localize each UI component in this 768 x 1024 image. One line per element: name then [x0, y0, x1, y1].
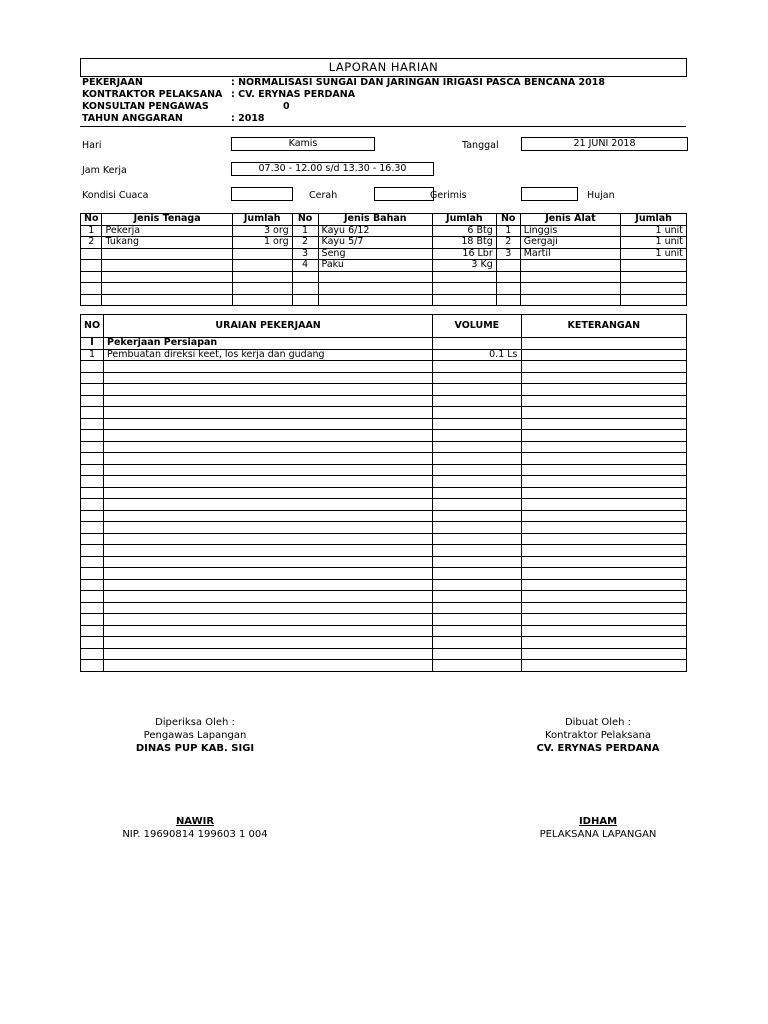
work-cell [433, 510, 521, 522]
work-cell [521, 464, 686, 476]
work-cell [104, 476, 433, 488]
work-row-empty [81, 533, 687, 545]
work-cell [521, 637, 686, 649]
resource-cell: 2 [81, 237, 102, 249]
work-row-empty [81, 464, 687, 476]
work-row-empty [81, 418, 687, 430]
resource-cell: Kayu 5/7 [318, 237, 432, 249]
work-cell [521, 499, 686, 511]
work-cell [433, 545, 521, 557]
resource-cell [102, 283, 232, 295]
work-cell [521, 625, 686, 637]
resource-cell: 16 Lbr [433, 248, 497, 260]
resource-cell [496, 271, 520, 283]
resource-cell [496, 260, 520, 272]
resource-cell [292, 283, 318, 295]
resource-cell: 6 Btg [433, 225, 497, 237]
work-row [81, 338, 687, 350]
resource-cell: 4 [292, 260, 318, 272]
work-row-empty [81, 614, 687, 626]
work-row-empty [81, 591, 687, 603]
work-cell [433, 625, 521, 637]
work-cell [81, 476, 104, 488]
work-cell [81, 361, 104, 373]
work-header-uraian: URAIAN PEKERJAAN [104, 315, 433, 338]
col-header-jenis-bahan: Jenis Bahan [318, 214, 432, 226]
work-cell [104, 407, 433, 419]
resource-row [81, 225, 687, 237]
hujan-label: Hujan [587, 190, 615, 201]
work-cell [81, 556, 104, 568]
work-cell [81, 453, 104, 465]
work-cell [521, 418, 686, 430]
resource-cell [232, 271, 292, 283]
resource-cell [621, 260, 687, 272]
cuaca-checkbox-gerimis [521, 187, 578, 201]
resource-cell: 3 [496, 248, 520, 260]
work-cell: Pembuatan direksi keet, los kerja dan gudang [104, 349, 433, 361]
cuaca-checkbox-1 [231, 187, 293, 201]
work-cell [433, 453, 521, 465]
work-cell [81, 430, 104, 442]
jam-kerja-label: Jam Kerja [82, 165, 127, 176]
resource-cell: 2 [292, 237, 318, 249]
work-cell [433, 602, 521, 614]
header-label-tahun: TAHUN ANGGARAN [82, 113, 183, 124]
resource-cell [621, 294, 687, 306]
resource-cell [520, 271, 620, 283]
resource-cell: Kayu 6/12 [318, 225, 432, 237]
work-cell [81, 579, 104, 591]
sig-right-line1: Dibuat Oleh : [564, 717, 632, 728]
work-cell [433, 533, 521, 545]
work-row-empty [81, 476, 687, 488]
work-cell [81, 464, 104, 476]
work-row-empty [81, 395, 687, 407]
work-cell [104, 660, 433, 672]
work-cell [433, 637, 521, 649]
resource-cell: Seng [318, 248, 432, 260]
resource-cell [81, 294, 102, 306]
work-cell [521, 372, 686, 384]
work-cell [104, 499, 433, 511]
work-cell [104, 614, 433, 626]
signature-right-name-block [512, 815, 684, 841]
work-cell [521, 568, 686, 580]
work-cell [81, 625, 104, 637]
work-cell [521, 579, 686, 591]
resource-cell: Gergaji [520, 237, 620, 249]
resource-cell [520, 260, 620, 272]
work-cell [521, 510, 686, 522]
tanggal-field: 21 JUNI 2018 [521, 137, 688, 151]
resource-cell [433, 283, 497, 295]
work-cell [104, 453, 433, 465]
resource-row [81, 237, 687, 249]
resource-cell: Tukang [102, 237, 232, 249]
work-cell [521, 441, 686, 453]
sig-left-name: NAWIR [175, 816, 215, 827]
work-cell [521, 533, 686, 545]
work-cell [81, 499, 104, 511]
work-cell [81, 660, 104, 672]
work-cell [104, 372, 433, 384]
work-cell [521, 430, 686, 442]
work-cell [433, 464, 521, 476]
work-row-empty [81, 384, 687, 396]
work-cell [521, 487, 686, 499]
cerah-label: Cerah [309, 190, 338, 201]
work-cell: 0.1 Ls [433, 349, 521, 361]
header-divider [80, 126, 686, 127]
resource-cell: Linggis [520, 225, 620, 237]
work-row-empty [81, 407, 687, 419]
work-row-empty [81, 522, 687, 534]
resource-row [81, 294, 687, 306]
resource-cell: 1 org [232, 237, 292, 249]
resource-cell [292, 294, 318, 306]
sig-right-org: CV. ERYNAS PERDANA [536, 743, 660, 754]
report-title: LAPORAN HARIAN [80, 58, 687, 77]
work-cell [433, 418, 521, 430]
work-cell [81, 614, 104, 626]
resource-cell [318, 294, 432, 306]
resource-cell [433, 294, 497, 306]
work-row-empty [81, 487, 687, 499]
resource-cell [621, 283, 687, 295]
work-cell [521, 349, 686, 361]
resource-cell: 1 [292, 225, 318, 237]
work-cell [104, 568, 433, 580]
hari-label: Hari [82, 140, 102, 151]
resource-cell [232, 294, 292, 306]
work-cell [104, 579, 433, 591]
work-header-keterangan: KETERANGAN [521, 315, 686, 338]
resource-cell: 2 [496, 237, 520, 249]
work-row [81, 349, 687, 361]
work-cell [433, 568, 521, 580]
gerimis-label: Gerimis [430, 190, 467, 201]
work-cell [104, 384, 433, 396]
work-cell [104, 591, 433, 603]
work-cell [433, 384, 521, 396]
sig-left-org: DINAS PUP KAB. SIGI [135, 743, 255, 754]
cuaca-checkbox-cerah [374, 187, 434, 201]
work-row-empty [81, 556, 687, 568]
work-cell [521, 522, 686, 534]
sig-right-id: PELAKSANA LAPANGAN [539, 829, 657, 840]
work-row-empty [81, 660, 687, 672]
col-header-no-alat: No [496, 214, 520, 226]
resource-cell [81, 260, 102, 272]
work-cell [521, 338, 686, 350]
work-row-empty [81, 372, 687, 384]
work-cell [104, 395, 433, 407]
resources-table [80, 213, 687, 306]
resource-cell: 1 unit [621, 237, 687, 249]
work-cell [104, 361, 433, 373]
resource-cell [433, 271, 497, 283]
resource-row [81, 260, 687, 272]
resource-cell: Martil [520, 248, 620, 260]
work-cell [81, 522, 104, 534]
work-cell [81, 372, 104, 384]
col-header-jumlah-bahan: Jumlah [433, 214, 497, 226]
work-cell [104, 441, 433, 453]
work-cell [433, 556, 521, 568]
kondisi-cuaca-label: Kondisi Cuaca [82, 190, 149, 201]
work-cell [521, 395, 686, 407]
work-cell [81, 395, 104, 407]
sig-left-id: NIP. 19690814 199603 1 004 [122, 829, 268, 840]
resource-cell [81, 248, 102, 260]
work-row-empty [81, 430, 687, 442]
work-cell [104, 430, 433, 442]
resource-cell [520, 283, 620, 295]
header-label-kontraktor: KONTRAKTOR PELAKSANA [82, 89, 223, 100]
work-row-empty [81, 453, 687, 465]
work-cell [104, 533, 433, 545]
sig-left-line2: Pengawas Lapangan [143, 730, 247, 741]
work-cell [81, 418, 104, 430]
work-cell [521, 384, 686, 396]
work-cell [521, 476, 686, 488]
resource-cell [102, 271, 232, 283]
resource-cell [232, 260, 292, 272]
work-row-empty [81, 568, 687, 580]
work-cell [433, 660, 521, 672]
header-label-konsultan: KONSULTAN PENGAWAS [82, 101, 209, 112]
sig-left-line1: Diperiksa Oleh : [155, 717, 235, 728]
work-header-no: NO [81, 315, 104, 338]
work-cell [521, 545, 686, 557]
work-cell [104, 464, 433, 476]
col-header-no: No [81, 214, 102, 226]
resource-cell [520, 294, 620, 306]
resource-cell: 3 [292, 248, 318, 260]
work-cell [433, 522, 521, 534]
work-row-empty [81, 441, 687, 453]
resource-row [81, 248, 687, 260]
resource-cell [102, 294, 232, 306]
work-cell [433, 499, 521, 511]
work-row-empty [81, 499, 687, 511]
work-cell [433, 361, 521, 373]
work-cell [433, 407, 521, 419]
signature-left-name-block [110, 815, 280, 841]
work-cell: 1 [81, 349, 104, 361]
resource-cell: 1 unit [621, 248, 687, 260]
header-value-konsultan: 0 [283, 101, 290, 112]
resource-cell: 18 Btg [433, 237, 497, 249]
work-row-empty [81, 510, 687, 522]
work-cell [81, 384, 104, 396]
work-cell [521, 602, 686, 614]
resource-row [81, 271, 687, 283]
work-cell [81, 510, 104, 522]
resource-cell: 1 [81, 225, 102, 237]
work-cell [433, 591, 521, 603]
resource-cell: 1 [496, 225, 520, 237]
header-value-pekerjaan: : NORMALISASI SUNGAI DAN JARINGAN IRIGASI PASCA BENCANA 2018 [231, 77, 606, 88]
work-cell [521, 648, 686, 660]
work-cell [521, 453, 686, 465]
work-row-empty [81, 579, 687, 591]
resource-cell: 3 org [232, 225, 292, 237]
resource-cell [496, 294, 520, 306]
signature-right [512, 716, 684, 755]
header-value-kontraktor: : CV. ERYNAS PERDANA [231, 89, 356, 100]
work-row-empty [81, 625, 687, 637]
work-cell [433, 395, 521, 407]
work-row-empty [81, 637, 687, 649]
work-cell [433, 579, 521, 591]
resource-cell: Pekerja [102, 225, 232, 237]
work-cell [104, 545, 433, 557]
work-cell [81, 533, 104, 545]
col-header-jumlah-alat: Jumlah [621, 214, 687, 226]
resource-row [81, 283, 687, 295]
work-cell [81, 637, 104, 649]
header-label-pekerjaan: PEKERJAAN [82, 77, 143, 88]
resource-cell: Paku [318, 260, 432, 272]
work-cell [521, 591, 686, 603]
work-cell [81, 591, 104, 603]
resource-cell [81, 283, 102, 295]
sig-right-name: IDHAM [578, 816, 618, 827]
work-row-empty [81, 602, 687, 614]
resource-cell [318, 283, 432, 295]
work-cell [81, 568, 104, 580]
work-cell [521, 556, 686, 568]
work-cell [81, 602, 104, 614]
resource-cell [102, 248, 232, 260]
work-cell [521, 614, 686, 626]
sig-right-line2: Kontraktor Pelaksana [544, 730, 652, 741]
signature-left [110, 716, 280, 755]
work-header-volume: VOLUME [433, 315, 521, 338]
work-cell [433, 614, 521, 626]
work-cell: I [81, 338, 104, 350]
resource-cell: 3 Kg [433, 260, 497, 272]
resource-cell [102, 260, 232, 272]
resource-cell [232, 248, 292, 260]
work-table [80, 314, 687, 672]
jam-kerja-field: 07.30 - 12.00 s/d 13.30 - 16.30 [231, 162, 434, 176]
col-header-jenis-tenaga: Jenis Tenaga [102, 214, 232, 226]
resource-cell [292, 271, 318, 283]
work-cell [104, 510, 433, 522]
work-cell [104, 625, 433, 637]
col-header-no-bahan: No [292, 214, 318, 226]
resource-cell [621, 271, 687, 283]
work-cell [433, 476, 521, 488]
work-cell [433, 487, 521, 499]
work-cell [104, 522, 433, 534]
work-cell [104, 602, 433, 614]
col-header-jumlah-tenaga: Jumlah [232, 214, 292, 226]
hari-field: Kamis [231, 137, 375, 151]
resource-cell [318, 271, 432, 283]
work-cell [521, 407, 686, 419]
work-cell [433, 430, 521, 442]
col-header-jenis-alat: Jenis Alat [520, 214, 620, 226]
work-cell [81, 487, 104, 499]
resource-cell [232, 283, 292, 295]
work-cell [81, 407, 104, 419]
resource-cell: 1 unit [621, 225, 687, 237]
work-cell [81, 545, 104, 557]
work-row-empty [81, 361, 687, 373]
tanggal-label: Tanggal [462, 140, 499, 151]
work-cell [104, 637, 433, 649]
work-cell [433, 338, 521, 350]
work-row-empty [81, 545, 687, 557]
work-cell [521, 361, 686, 373]
work-cell [433, 648, 521, 660]
header-value-tahun: : 2018 [231, 113, 265, 124]
work-cell [81, 441, 104, 453]
work-cell [104, 648, 433, 660]
resource-cell [496, 283, 520, 295]
work-cell [433, 372, 521, 384]
work-cell [433, 441, 521, 453]
work-row-empty [81, 648, 687, 660]
work-cell [104, 556, 433, 568]
work-cell [104, 487, 433, 499]
work-cell [104, 418, 433, 430]
work-cell [81, 648, 104, 660]
work-cell: Pekerjaan Persiapan [104, 338, 433, 350]
resource-cell [81, 271, 102, 283]
work-cell [521, 660, 686, 672]
